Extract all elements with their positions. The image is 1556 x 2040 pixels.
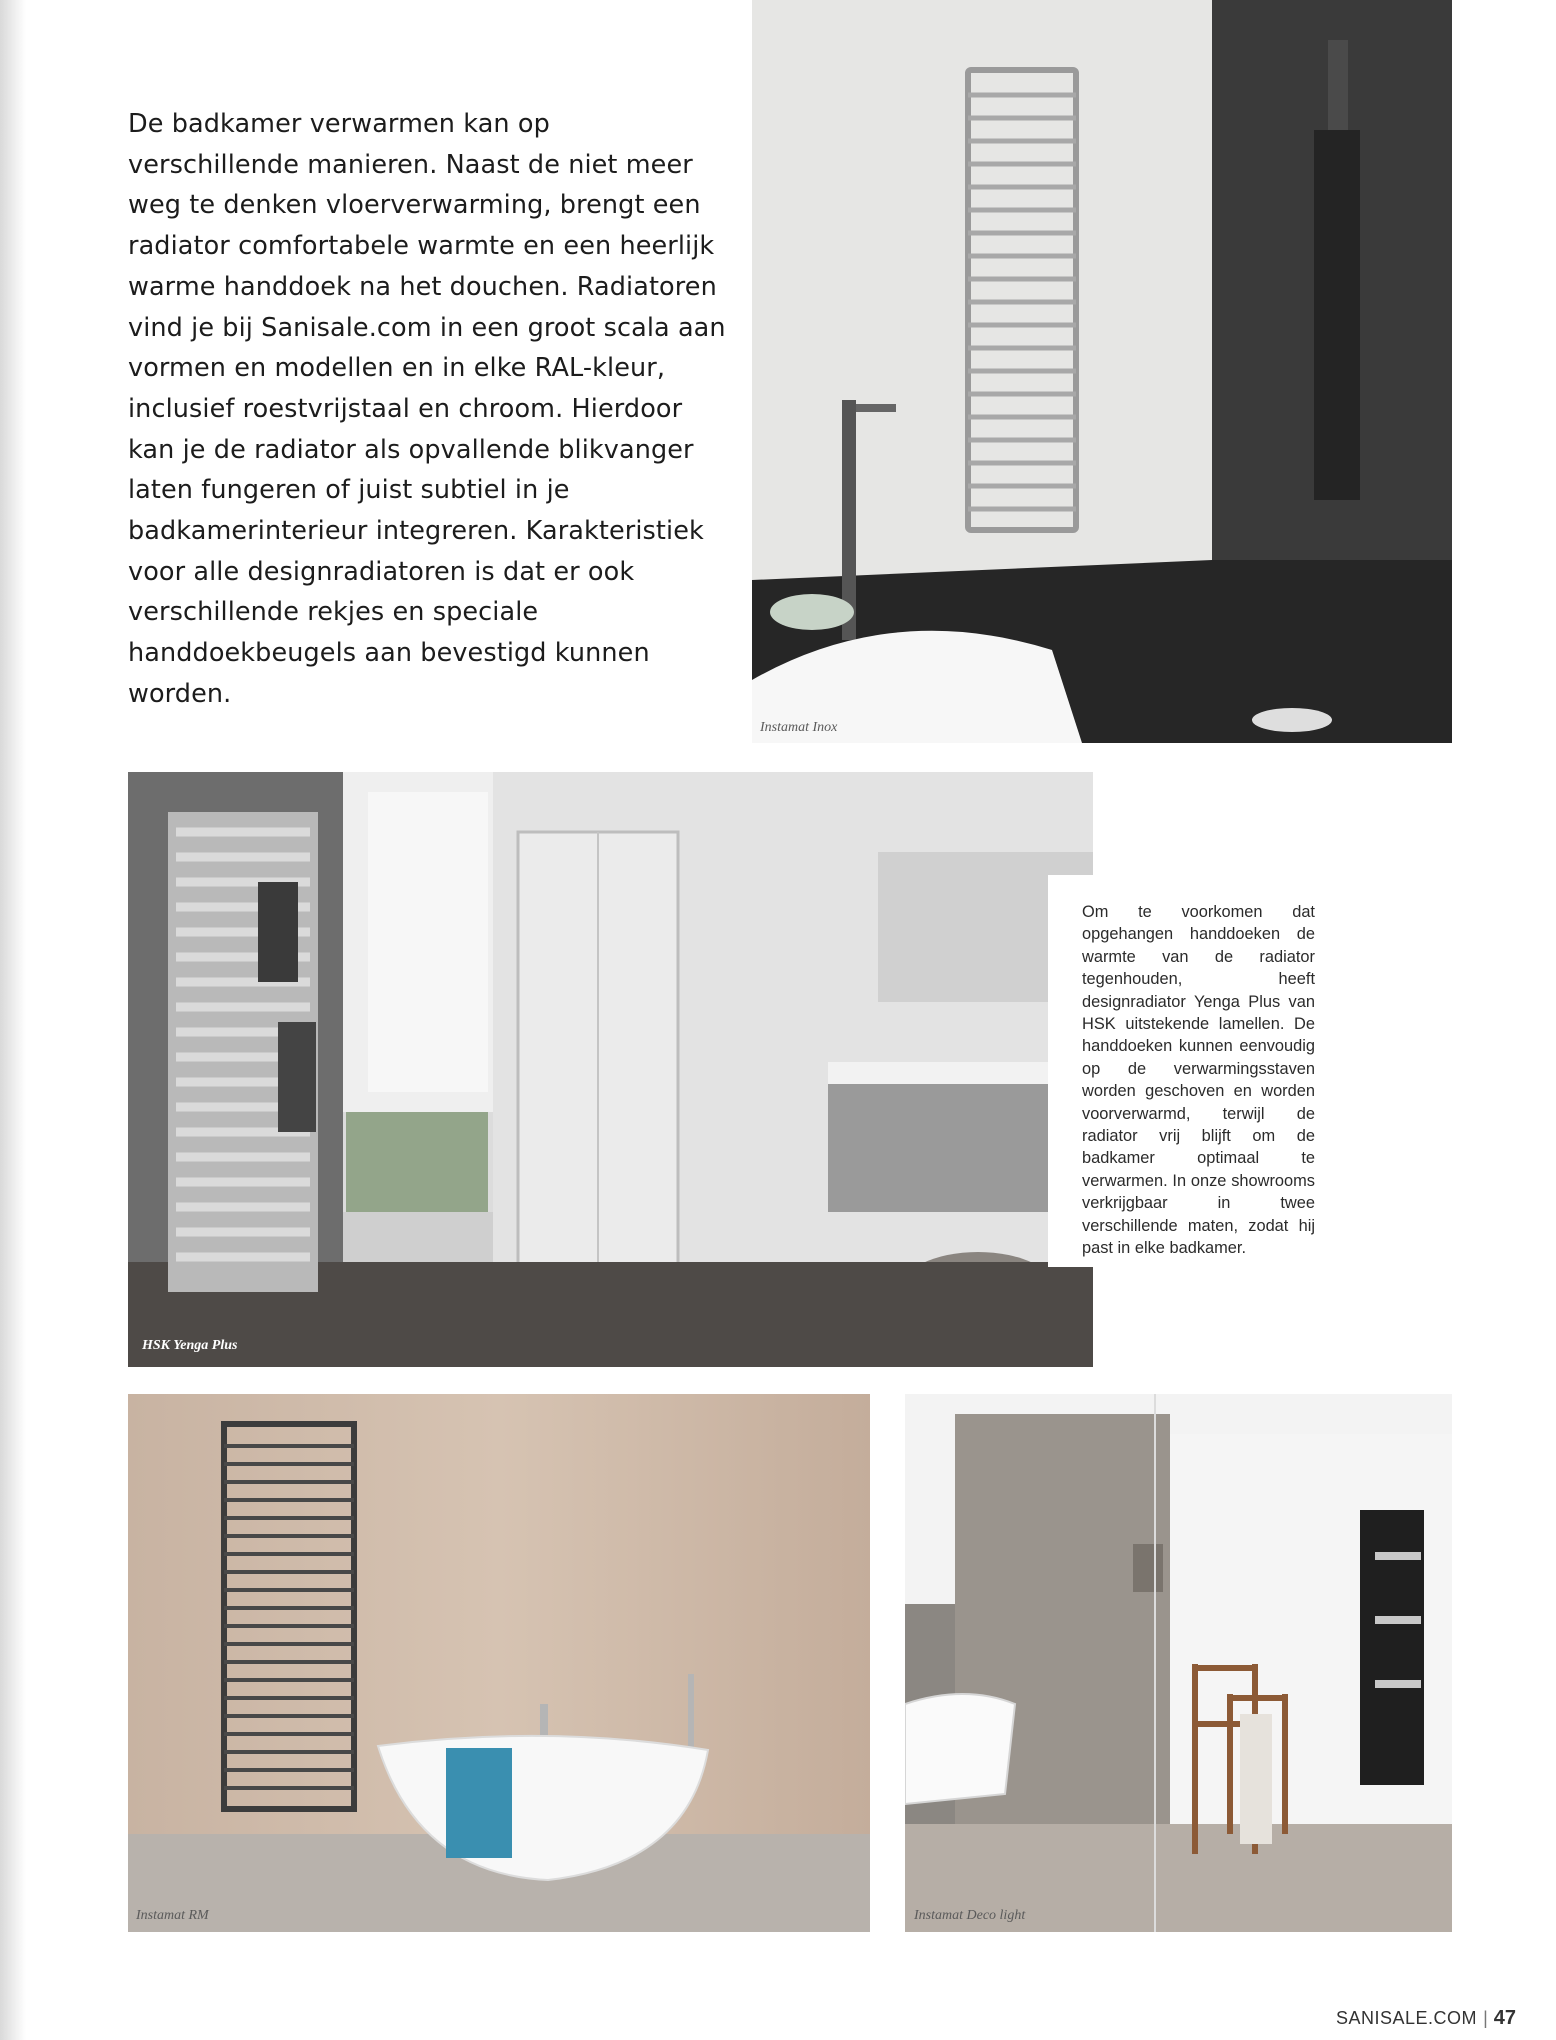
sidebar-text: Om te voorkomen dat opgehangen handdoeken de warmte van de radiator tegenhouden, heeft designradiator Yenga Plus van HSK uitstekende lamellen. De handdoeken kunnen eenvoudig op de verwarmingsstaven worden geschoven en worden voorverwarmd, terwijl de radiator vrij blijft om de badkamer optimaal te verwarmen. In onze showrooms verkrijgbaar in twee verschillende maten, zodat hij past in elke badkamer. — [1082, 903, 1315, 1258]
page-number: 47 — [1493, 2007, 1516, 2029]
photo-instamat-deco-light — [905, 1394, 1452, 1932]
caption-instamat-inox: Instamat Inox — [760, 720, 838, 735]
photo-hsk-yenga-plus — [128, 772, 1093, 1367]
footer-brand: SANISALE.COM — [1336, 2008, 1478, 2028]
intro-paragraph: De badkamer verwarmen kan op verschillende manieren. Naast de niet meer weg te denken vloerverwarming, brengt een radiator comfortabele warmte en een heerlijk warme handdoek na het douchen. Radiatoren vind je bij Sanisale.com in een groot scala aan vormen en modellen en in elke RAL-kleur, inclusief roestvrijstaal en chroom. Hierdoor kan je de radiator als opvallende blikvanger laten fungeren of juist subtiel in je badkamerinterieur integreren. Karakteristiek voor alle designradiatoren is dat er ook verschillende rekjes en speciale handdoekbeugels aan bevestigd kunnen worden. — [128, 109, 726, 709]
caption-instamat-rm: Instamat RM — [136, 1908, 209, 1923]
footer-separator: | — [1483, 2008, 1488, 2028]
photo-instamat-inox — [752, 0, 1452, 743]
caption-instamat-deco-light: Instamat Deco light — [914, 1908, 1026, 1923]
page-footer — [1336, 2007, 1516, 2030]
caption-hsk-yenga-plus: HSK Yenga Plus — [142, 1338, 238, 1353]
page-edge-shadow — [0, 0, 26, 2040]
photo-instamat-rm — [128, 1394, 870, 1932]
